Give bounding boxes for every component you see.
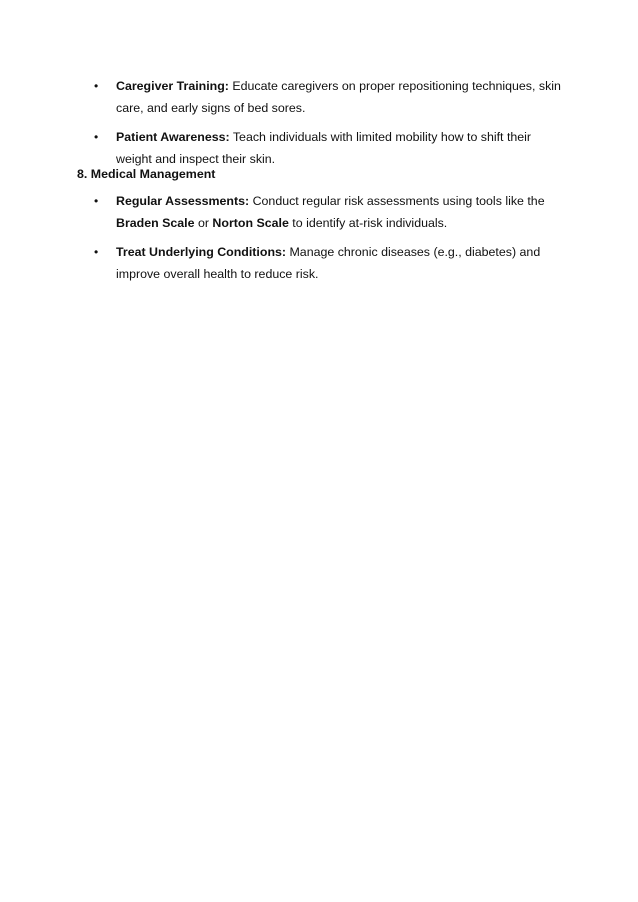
- item-bold-label: Patient Awareness:: [116, 130, 230, 144]
- list-item: [0, 242, 638, 285]
- norton-scale-term: Norton Scale: [212, 215, 289, 230]
- item-text: Conduct regular risk assessments using tools like the: [249, 194, 545, 208]
- list-item: [0, 76, 638, 119]
- item-bold-label: Caregiver Training:: [116, 79, 229, 93]
- item-text: Teach individuals with limited mobility how to shift their weight and inspect their skin.: [116, 130, 532, 166]
- medical-management-bullet-list: [0, 191, 638, 285]
- bullet-icon: •: [94, 194, 99, 208]
- item-text: to identify at-risk individuals.: [288, 215, 448, 230]
- item-bold-label: Regular Assessments:: [116, 194, 250, 208]
- bullet-icon: •: [94, 245, 99, 259]
- bullet-icon: •: [94, 130, 99, 144]
- braden-scale-term: Braden Scale: [116, 215, 195, 230]
- bullet-icon: •: [94, 79, 99, 93]
- item-text: Manage chronic diseases (e.g., diabetes) and improve overall health to reduce risk.: [116, 245, 541, 281]
- list-item: [0, 191, 638, 234]
- item-text: Educate caregivers on proper repositioning techniques, skin care, and early signs of bed sores.: [116, 79, 561, 115]
- section-heading: 8. Medical Management: [77, 167, 216, 181]
- item-text: or: [194, 215, 213, 230]
- education-bullet-list: [0, 76, 638, 170]
- item-bold-label: Treat Underlying Conditions:: [116, 245, 287, 259]
